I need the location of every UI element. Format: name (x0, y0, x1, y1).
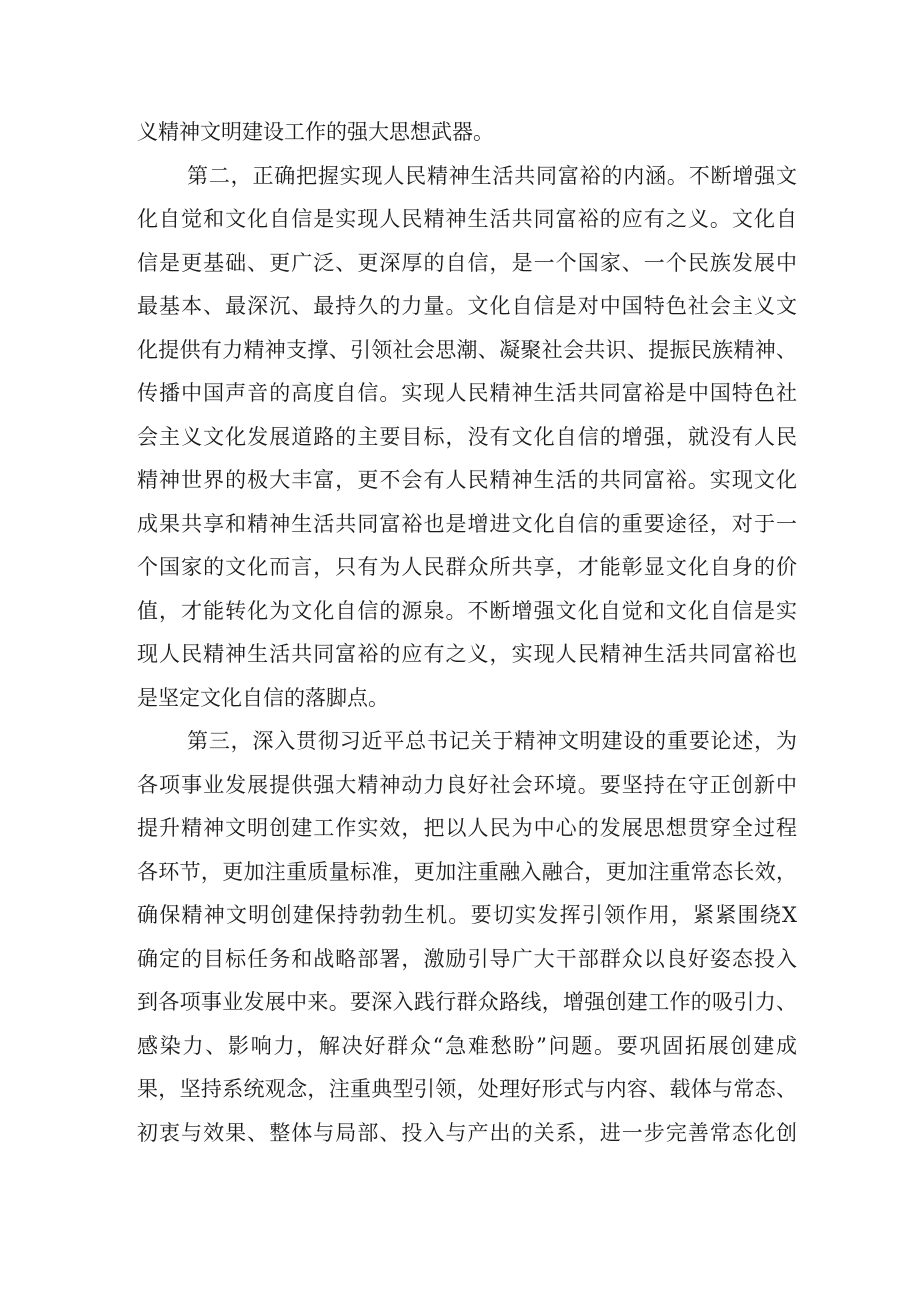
text-line: 是坚定文化自信的落脚点。 (137, 686, 389, 710)
text-line: 值，才能转化为文化自信的源泉。不断增强文化自觉和文化自信是实 (137, 599, 797, 623)
text-line: 成果共享和精神生活共同富裕也是增进文化自信的重要途径，对于一 (137, 512, 797, 536)
text-line: 现人民精神生活共同富裕的应有之义，实现人民精神生活共同富裕也 (137, 642, 797, 666)
text-line: 到各项事业发展中来。要深入践行群众路线，增强创建工作的吸引力、 (137, 990, 797, 1014)
text-line: 义精神文明建设工作的强大思想武器。 (137, 120, 494, 144)
paragraph-2-first-line: 第二，正确把握实现人民精神生活共同富裕的内涵。不断增强文 (187, 164, 797, 188)
text-line: 信是更基础、更广泛、更深厚的自信，是一个国家、一个民族发展中 (137, 251, 797, 275)
text-line: 确定的目标任务和战略部署，激励引导广大干部群众以良好姿态投入 (137, 947, 797, 971)
text-line: 确保精神文明创建保持勃勃生机。要切实发挥引领作用，紧紧围绕X (137, 903, 797, 927)
text-line: 传播中国声音的高度自信。实现人民精神生活共同富裕是中国特色社 (137, 381, 797, 405)
text-line: 个国家的文化而言，只有为人民群众所共享，才能彰显文化自身的价 (137, 555, 797, 579)
text-line: 果，坚持系统观念，注重典型引领，处理好形式与内容、载体与常态、 (137, 1077, 797, 1101)
text-line: 初衷与效果、整体与局部、投入与产出的关系，进一步完善常态化创 (137, 1121, 797, 1145)
text-line: 精神世界的极大丰富，更不会有人民精神生活的共同富裕。实现文化 (137, 468, 797, 492)
text-line: 会主义文化发展道路的主要目标，没有文化自信的增强，就没有人民 (137, 425, 797, 449)
text-line: 化自觉和文化自信是实现人民精神生活共同富裕的应有之义。文化自 (137, 207, 797, 231)
text-line: 各项事业发展提供强大精神动力良好社会环境。要坚持在守正创新中 (137, 773, 797, 797)
text-line: 各环节，更加注重质量标准，更加注重融入融合，更加注重常态长效， (137, 860, 797, 884)
paragraph-3-first-line: 第三，深入贯彻习近平总书记关于精神文明建设的重要论述，为 (187, 729, 797, 753)
text-line: 感染力、影响力，解决好群众“急难愁盼”问题。要巩固拓展创建成 (137, 1034, 797, 1058)
text-line: 最基本、最深沉、最持久的力量。文化自信是对中国特色社会主义文 (137, 294, 797, 318)
text-line: 提升精神文明创建工作实效，把以人民为中心的发展思想贯穿全过程 (137, 816, 797, 840)
text-line: 化提供有力精神支撑、引领社会思潮、凝聚社会共识、提振民族精神、 (137, 338, 797, 362)
